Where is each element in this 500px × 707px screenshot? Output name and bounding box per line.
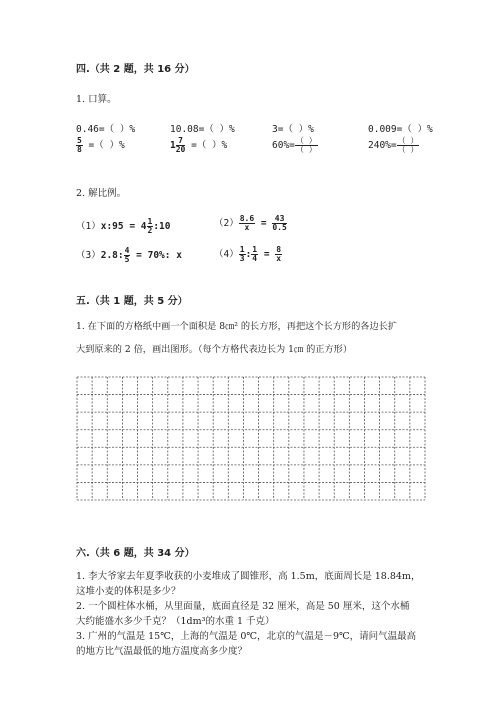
fraction: $\frac{( )}{( )}$ [295, 136, 317, 154]
fraction: $\frac{( )}{( )}$ [397, 136, 419, 154]
section-6-line-5: 3. 广州的气温是 15℃，上海的气温是 0℃，北京的气温是－9℃，请问气温最高 [76, 631, 417, 642]
question-1-title: 1. 口算。 [76, 94, 117, 105]
equation-2: （2） $\frac{8.6}{x}$ = $\frac{43}{0.5}$ [214, 214, 287, 232]
calc-item-1: 0.46=（ ）% [76, 124, 136, 135]
fraction: $\frac{5}{8}$ [77, 136, 82, 154]
section-5-title: 五.（共 1 题，共 5 分） [76, 296, 188, 307]
section-6-line-6: 的地方比气温最低的地方温度高多少度？ [76, 646, 248, 657]
calc-item-7: 60%= $\frac{( )}{( )}$ [272, 136, 317, 154]
grid-paper [76, 376, 426, 501]
equation-3: （3）2.8: $\frac{4}{5}$ = 70%: x [76, 246, 182, 264]
calc-item-8: 240%= $\frac{( )}{( )}$ [368, 136, 419, 154]
section-6-line-1: 1. 李大爷家去年夏季收获的小麦堆成了圆锥形，高 1.5m，底面周长是 18.84m， [76, 571, 421, 582]
calc-item-3: 3=（ ）% [272, 124, 314, 135]
section-5-question-line-1: 1. 在下面的方格纸中画一个面积是 8㎝² 的长方形，再把这个长方形的各边长扩 [76, 321, 398, 332]
fraction: $\frac{7}{20}$ [175, 136, 186, 154]
section-6-line-4: 大约能盛水多少千克？（1dm³的水重 1 千克） [76, 616, 275, 627]
question-2-title: 2. 解比例。 [76, 188, 127, 199]
fraction: $\frac{1}{2}$ [147, 217, 153, 235]
fraction: $\frac{4}{5}$ [124, 246, 130, 264]
fraction: $\frac{8}{x}$ [276, 245, 282, 263]
fraction: $\frac{1}{3}$ [239, 245, 245, 263]
calc-item-4: 0.009=（ ）% [368, 124, 433, 135]
equation-4: （4） $\frac{1}{3}$ : $\frac{1}{4}$ = $\frac{8}{x}$ [214, 245, 282, 263]
calc-item-5: $\frac{5}{8}$ =（ ）% [77, 136, 125, 154]
section-5-question-line-2: 大到原来的 2 倍，画出图形。（每个方格代表边长为 1㎝ 的正方形） [76, 344, 353, 355]
section-6-title: 六.（共 6 题，共 34 分） [76, 548, 195, 559]
calc-item-2: 10.08=（ ）% [170, 124, 235, 135]
fraction: $\frac{8.6}{x}$ [239, 214, 255, 232]
section-6-line-3: 2. 一个圆柱体水桶，从里面量，底面直径是 32 厘米，高是 50 厘米，这个水桶 [76, 601, 410, 612]
section-6-line-2: 这堆小麦的体积是多少？ [76, 586, 181, 597]
section-4-title: 四.（共 2 题，共 16 分） [76, 64, 195, 75]
calc-item-6: 1 $\frac{7}{20}$ =（ ）% [170, 136, 228, 154]
equation-1: （1）x:95 = 4 $\frac{1}{2}$ :10 [76, 217, 171, 235]
fraction: $\frac{43}{0.5}$ [272, 214, 287, 232]
fraction: $\frac{1}{4}$ [252, 245, 258, 263]
